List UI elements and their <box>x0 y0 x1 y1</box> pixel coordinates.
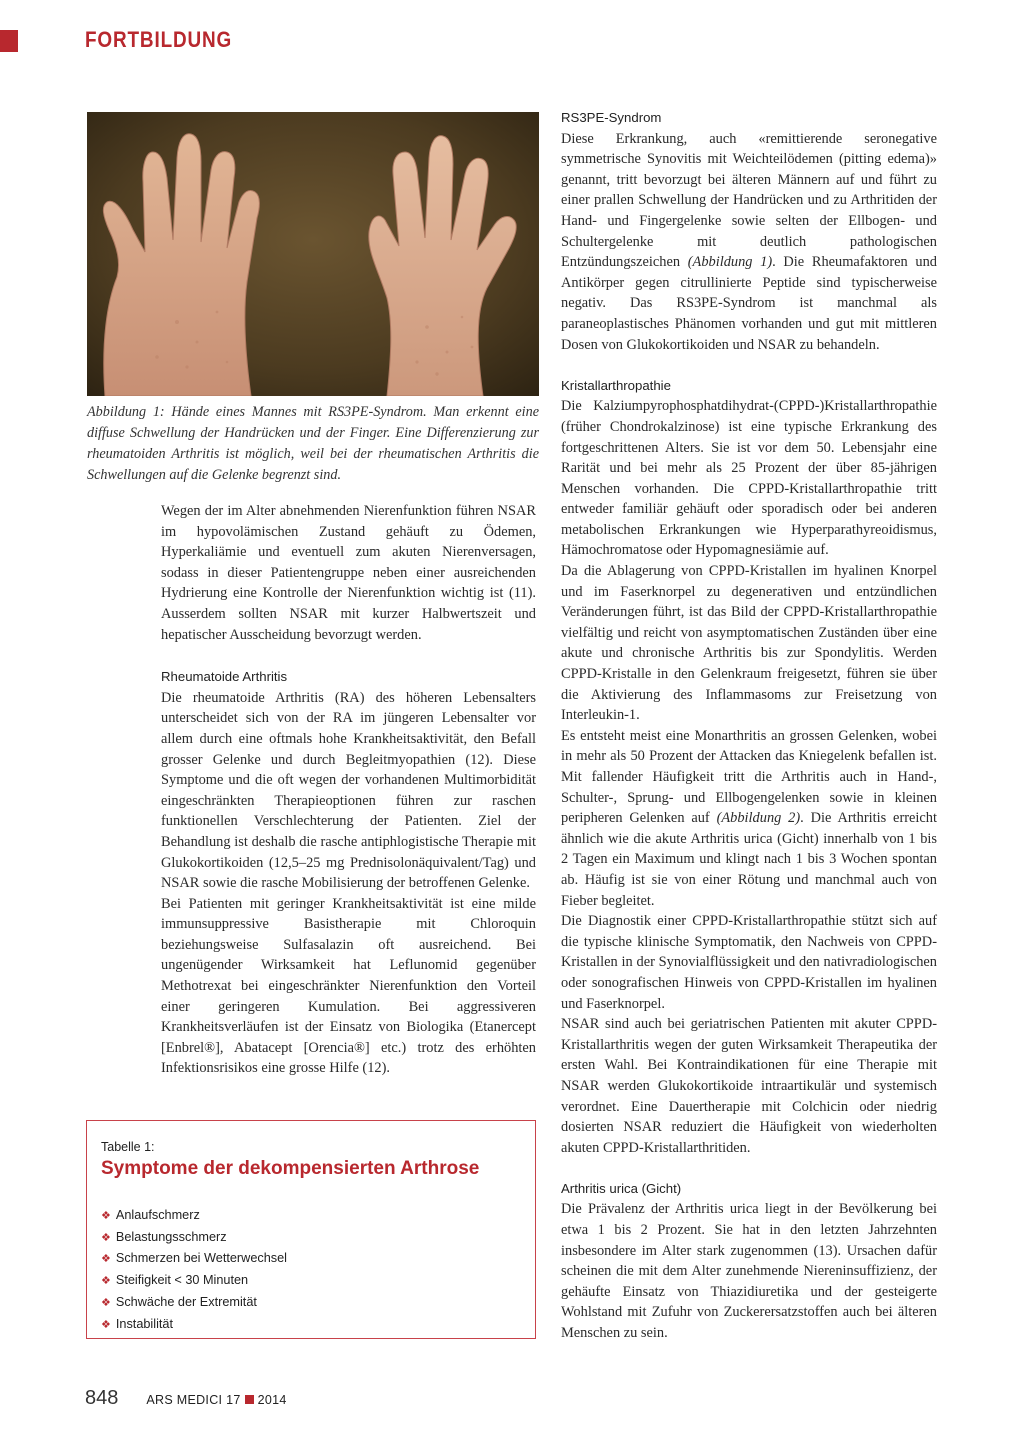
heading-kristallarthropathie: Kristallarthropathie <box>561 377 671 393</box>
list-item: ❖ Schwäche der Extremität <box>101 1294 257 1309</box>
journal-year: 2014 <box>257 1393 287 1407</box>
symptom-list <box>101 1205 287 1335</box>
ra-paragraph-1: Die rheumatoide Arthritis (RA) des höheren Lebensalters unterscheidet sich von der RA im jüngeren Lebensalter vor allem durch eine oftmals hohe Krankheitsaktivität, den Befall grosser Gelenke und durch Begleitmyopathien (12). Diese Symptome und die oft wegen der vorhandenen Multimorbidität eingeschränkten Therapieoptionen führen zur raschen funktionellen Verschlechterung der Patienten. Ziel der Behandlung ist deshalb die rasche antiphlogistische Therapie mit Glukokortikoiden (12,5–25 mg Prednisolonäquivalent/Tag) und NSAR sowie die rasche Mobilisierung der betroffenen Gelenke. <box>161 689 536 892</box>
figure-reference: (Abbildung 2) <box>716 810 801 827</box>
diamond-bullet-icon: ❖ <box>101 1296 111 1309</box>
krist-paragraph-3: Es entsteht meist eine Monarthritis an grossen Gelenken, wobei in mehr als 50 Prozent der Attacken das Kniegelenk befallen ist. Mit fallender Häufigkeit tritt die Arthritis auch in Hand-, Schulter-, Sprung- und Ellbogengelenken sowie in kleinen peripheren Gelenken auf (Abbildung 2). Die Arthritis erreicht ähnlich wie die akute Arthritis urica (Gicht) innerhalb von 1 bis 2 Tagen ein Maximum und klingt nach 1 bis 3 Wochen spontan ab. Häufig ist sie von einer Rötung und manchmal auch von Fieber begleitet. <box>561 727 937 909</box>
rs3pe-paragraph: Diese Erkrankung, auch «remittierende seronegative symmetrische Synovitis mit Weichteilödemen (pitting edema)» genannt, tritt bevorzugt bei älteren Männern auf und führt zu einer prallen Schwellung der Handrücken und zu Arthritiden der Hand- und Fingergelenke sowie selten der Ellbogen- und Schultergelenke mit deutlich pathologischen Entzündungszeichen (Abbildung 1). Die Rheumafaktoren und Antikörper gegen citrullinierte Peptide sind typischerweise negativ. Das RS3PE-Syndrom ist manchmal als paraneoplastisches Phänomen vorhanden und gut mit mittleren Dosen von Glukokortikoiden und NSAR zu behandeln. <box>561 130 937 353</box>
list-item: ❖ Instabilität <box>101 1316 173 1331</box>
krist-paragraph-5: NSAR sind auch bei geriatrischen Patienten mit akuter CPPD-Kristallarthritis wegen der guten Wirksamkeit Therapeutika der ersten Wahl. Bei Kontraindikationen für eine Therapie mit NSAR werden Glukokortikoide intraartikulär und systemisch verordnet. Eine Dauertherapie mit Colchicin oder niedrig dosierten NSAR reduziert die Häufigkeit von wiederholten akuten CPPD-Kristallarthritiden. <box>561 1016 937 1156</box>
ra-paragraph-2: Bei Patienten mit geringer Krankheitsaktivität ist eine milde immunsuppressive Basistherapie mit Chloroquin beziehungsweise Sulfasalazin oft ausreichend. Bei ungenügender Wirksamkeit hat Leflunomid gegenüber Methotrexat bei eingeschränkter Nierenfunktion den Vorteil einer geringeren Kumulation. Bei aggressiveren Krankheitsverläufen ist der Einsatz von Biologika (Etanercept [Enbrel®], Abatacept [Orencia®] etc.) trotz des erhöhten Infektionsrisikos eine grosse Hilfe (12). <box>161 895 536 1077</box>
list-item: ❖ Anlaufschmerz <box>101 1208 200 1222</box>
intro-paragraph: Wegen der im Alter abnehmenden Nierenfunktion führen NSAR im hypovolämischen Zustand gehäuft zu Ödemen, Hyperkaliämie und eventuell zum akuten Nierenversagen, sodass in dieser Patientengruppe neben einer ausreichenden Hydrierung eine Kontrolle der Nierenfunktion wichtig ist (11). Ausserdem sollten NSAR mit kurzer Halbwertszeit und hepatischer Ausscheidung bevorzugt werden. <box>161 503 536 643</box>
krist-paragraph-1: Die Kalziumpyrophosphatdihydrat-(CPPD-)Kristallarthropathie (früher Chondrokalzinose) ist eine typische Erkrankung des fortgeschrittenen Alters. Sie ist vor dem 50. Lebensjahr eine Rarität und bei mehr als 25 Prozent der über 85-jährigen Menschen vorhanden. Die CPPD-Kristallarthropathie tritt entweder familiär gehäuft oder sporadisch oder bei anderen metabolischen Erkrankungen wie Hyperparathyreoidismus, Hämochromatose oder Hypomagnesiämie auf. <box>561 398 937 559</box>
diamond-bullet-icon: ❖ <box>101 1318 111 1331</box>
diamond-bullet-icon: ❖ <box>101 1231 111 1244</box>
krist-paragraph-2: Da die Ablagerung von CPPD-Kristallen im hyalinen Knorpel und im Faserknorpel zu degenerativen und entzündlichen Veränderungen führt, ist das Bild der CPPD-Kristallarthropathie vielfältig und reicht von asymptomatischen Zuständen über eine akute und chronische Arthritis bis zur Spondylitis. Werden CPPD-Kristalle in den Gelenkraum freigesetzt, führen sie über die Aktivierung des Inflammasoms zur Freisetzung von Interleukin-1. <box>561 563 937 724</box>
page-number: 848 <box>85 1387 119 1409</box>
list-item: ❖ Schmerzen bei Wetterwechsel <box>101 1251 287 1266</box>
table-1-box <box>86 1120 536 1339</box>
diamond-bullet-icon: ❖ <box>101 1253 111 1266</box>
gicht-paragraph: Die Prävalenz der Arthritis urica liegt in der Bevölkerung bei etwa 1 bis 2 Prozent. Sie hat in den letzten Jahrzehnten insbesondere im Alter stark zugenommen (13). Ursachen dafür scheinen die mit dem Alter zunehmende Niereninsuffizienz, der gehäufte Einsatz von Thiazidiuretika und der gesteigerte Wohlstand mit Zufuhr von Zuckerersatzstoffen auch bei älteren Menschen zu sein. <box>561 1201 937 1342</box>
footer-square-marker <box>245 1395 254 1404</box>
hands-photo-illustration <box>87 112 539 396</box>
section-title: FORTBILDUNG <box>85 27 233 52</box>
journal-name: ARS MEDICI 17 <box>146 1393 241 1407</box>
left-column <box>161 501 536 1079</box>
right-column <box>561 108 937 1344</box>
table-title: Symptome der dekompensierten Arthrose <box>101 1158 480 1179</box>
diamond-bullet-icon: ❖ <box>101 1275 111 1288</box>
table-label: Tabelle 1: <box>101 1140 155 1154</box>
list-item: ❖ Steifigkeit < 30 Minuten <box>101 1273 249 1288</box>
heading-rheumatoide-arthritis: Rheumatoide Arthritis <box>161 669 288 685</box>
heading-rs3pe: RS3PE-Syndrom <box>561 110 662 125</box>
list-item: ❖ Belastungsschmerz <box>101 1229 227 1244</box>
figure-hands-photo <box>87 112 539 396</box>
heading-arthritis-urica: Arthritis urica (Gicht) <box>561 1180 682 1196</box>
figure-caption: Abbildung 1: Hände eines Mannes mit RS3PE-Syndrom. Man erkennt eine diffuse Schwellung der Handrücken und der Finger. Eine Differenzierung zur rheumatoiden Arthritis ist möglich, weil bei der rheumatischen Arthritis die Schwellungen auf die Gelenke begrenzt sind. <box>87 404 539 483</box>
section-color-marker <box>0 30 18 52</box>
figure-reference: (Abbildung 1) <box>687 254 773 271</box>
diamond-bullet-icon: ❖ <box>101 1210 111 1222</box>
page-footer <box>85 1387 287 1413</box>
krist-paragraph-4: Die Diagnostik einer CPPD-Kristallarthropathie stützt sich auf die typische klinische Symptomatik, den Nachweis von CPPD-Kristallen in der Synovialflüssigkeit und den nativradiologischen oder sonografischen Hinweis von CPPD-Kristallen im hyalinen und Faserknorpel. <box>561 913 937 1012</box>
